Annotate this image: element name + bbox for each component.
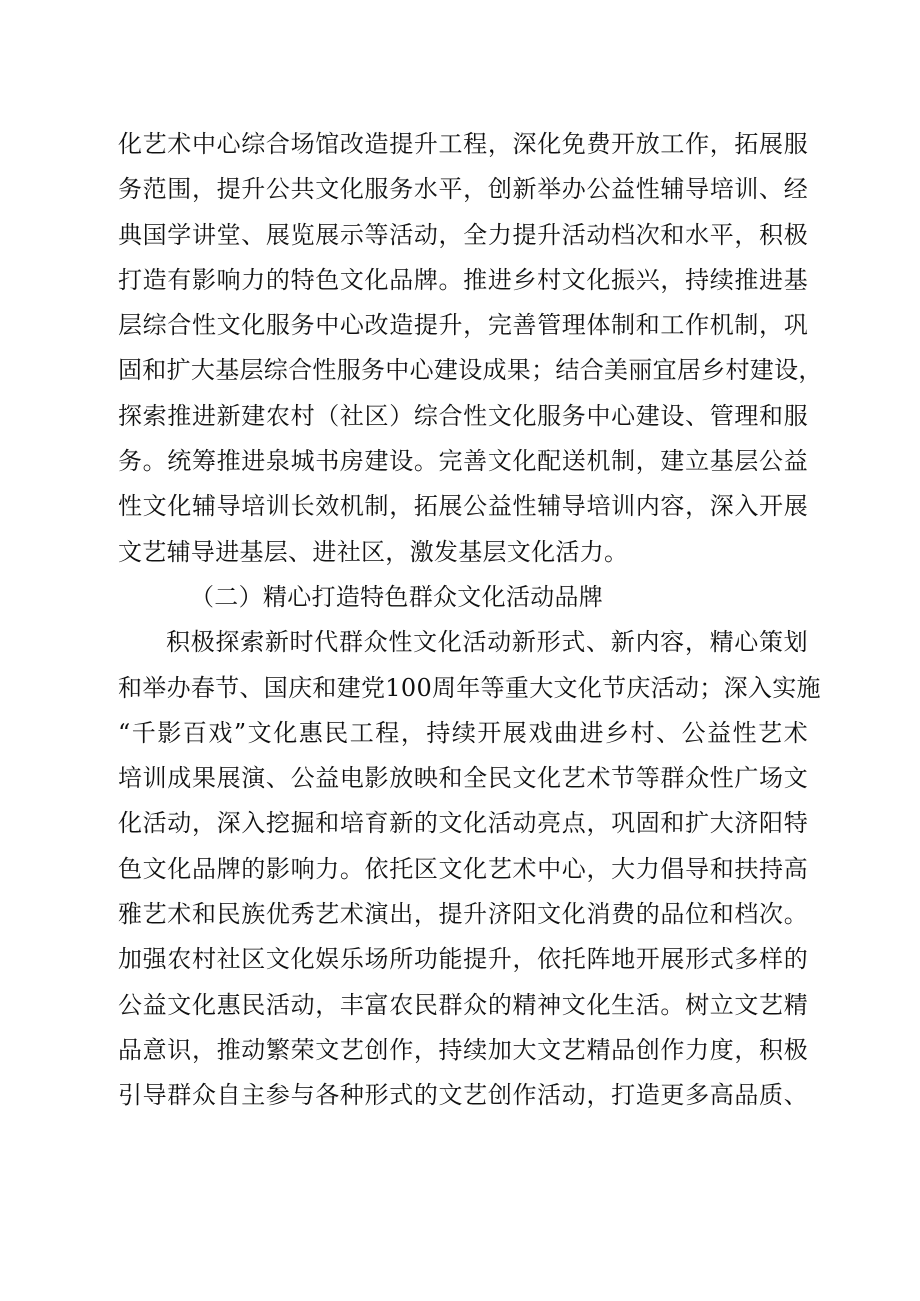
document-body: [118, 122, 823, 1119]
paragraph-2-line-2: 和举办春节、国庆和建党100周年等重大文化节庆活动；深入实施: [118, 673, 821, 702]
paragraph-1-line-3: 典国学讲堂、展览展示等活动，全力提升活动档次和水平，积极: [118, 220, 808, 249]
paragraph-2-line-4: 培训成果展演、公益电影放映和全民文化艺术节等群众性广场文: [118, 764, 808, 793]
paragraph-1-line-1: 化艺术中心综合场馆改造提升工程，深化免费开放工作，拓展服: [118, 130, 808, 158]
paragraph-1-line-6: 固和扩大基层综合性服务中心建设成果；结合美丽宜居乡村建设，: [118, 356, 823, 385]
paragraph-2-line-5: 化活动，深入挖掘和培育新的文化活动亮点，巩固和扩大济阳特: [118, 809, 808, 838]
paragraph-1-line-4: 打造有影响力的特色文化品牌。推进乡村文化振兴，持续推进基: [118, 265, 808, 294]
paragraph-2-line-1: 积极探索新时代群众性文化活动新形式、新内容，精心策划: [166, 628, 808, 657]
paragraph-2-line-11: 引导群众自主参与各种形式的文艺创作活动，打造更多高品质、: [118, 1081, 808, 1110]
paragraph-1-line-8: 务。统筹推进泉城书房建设。完善文化配送机制，建立基层公益: [118, 447, 808, 476]
paragraph-2-line-9: 公益文化惠民活动，丰富农民群众的精神文化生活。树立文艺精: [118, 990, 808, 1019]
paragraph-1-line-2: 务范围，提升公共文化服务水平，创新举办公益性辅导培训、经: [118, 175, 808, 204]
paragraph-1-line-9: 性文化辅导培训长效机制，拓展公益性辅导培训内容，深入开展: [118, 492, 808, 521]
section-heading: （二）精心打造特色群众文化活动品牌: [190, 582, 604, 611]
paragraph-1-line-5: 层综合性文化服务中心改造提升，完善管理体制和工作机制，巩: [118, 311, 808, 340]
paragraph-2-line-7: 雅艺术和民族优秀艺术演出，提升济阳文化消费的品位和档次。: [118, 900, 808, 929]
paragraph-2-line-6: 色文化品牌的影响力。依托区文化艺术中心，大力倡导和扶持高: [118, 854, 808, 883]
paragraph-2-line-3: “千影百戏”文化惠民工程，持续开展戏曲进乡村、公益性艺术: [118, 718, 808, 747]
paragraph-1-line-7: 探索推进新建农村（社区）综合性文化服务中心建设、管理和服: [118, 401, 808, 430]
paragraph-2-line-10: 品意识，推动繁荣文艺创作，持续加大文艺精品创作力度，积极: [118, 1035, 808, 1064]
paragraph-1-line-10: 文艺辅导进基层、进社区，激发基层文化活力。: [118, 537, 629, 566]
paragraph-2-line-8: 加强农村社区文化娱乐场所功能提升，依托阵地开展形式多样的: [118, 945, 808, 974]
